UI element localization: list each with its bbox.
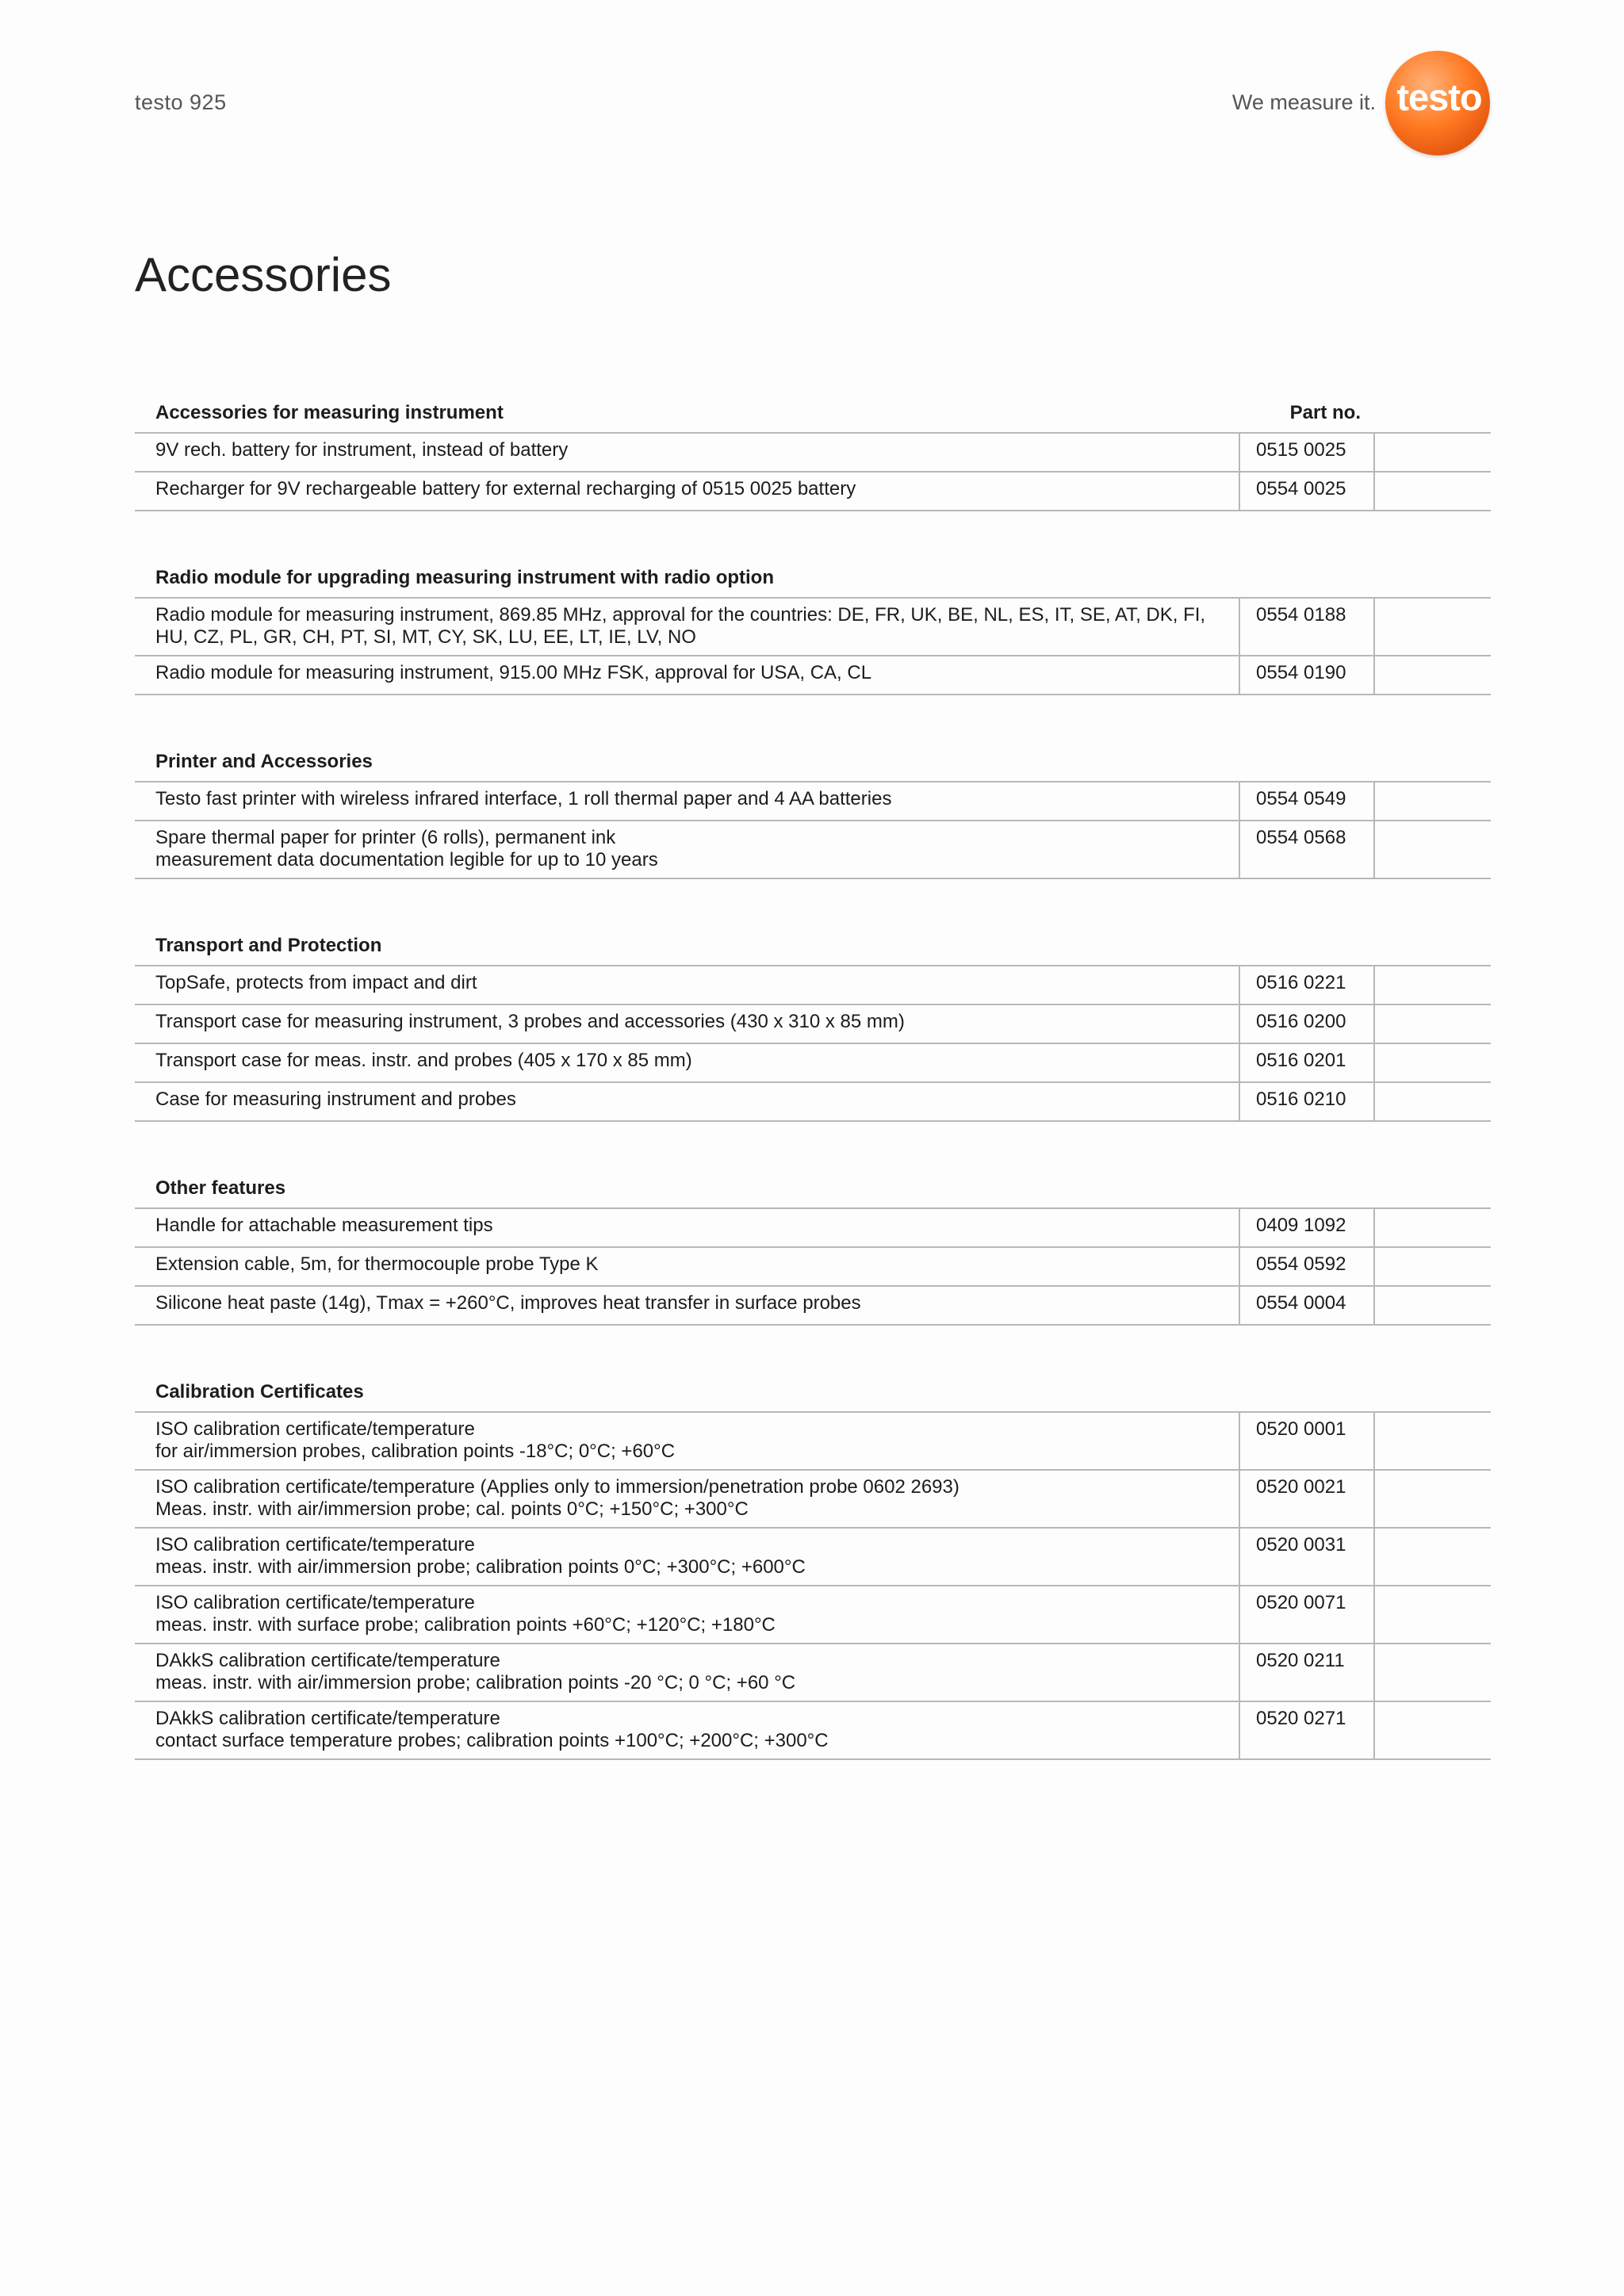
empty-cell (1375, 1044, 1491, 1081)
empty-cell (1375, 1471, 1491, 1527)
empty-cell (1375, 821, 1491, 878)
item-description: Radio module for measuring instrument, 915.00 MHz FSK, approval for USA, CA, CL (155, 662, 872, 683)
table-row (135, 473, 1491, 511)
item-description: DAkkS calibration certificate/temperature meas. instr. with air/immersion probe; calibration points -20 °C; 0 °C; +60 °C (155, 1650, 796, 1693)
part-number: 0554 0188 (1239, 599, 1375, 655)
table-row (135, 1586, 1491, 1644)
part-number: 0554 0025 (1239, 473, 1375, 510)
empty-cell (1375, 1083, 1491, 1120)
section-header (135, 1364, 1491, 1413)
section-header (135, 1160, 1491, 1209)
item-description: Transport case for measuring instrument, 3 probes and accessories (430 x 310 x 85 mm) (155, 1011, 905, 1032)
empty-cell (1375, 1702, 1491, 1758)
section (135, 733, 1491, 879)
item-description: ISO calibration certificate/temperature meas. instr. with surface probe; calibration points +60°C; +120°C; +180°C (155, 1592, 776, 1636)
table-row (135, 966, 1491, 1005)
part-number: 0554 0549 (1239, 783, 1375, 820)
empty-cell (1375, 1287, 1491, 1324)
table-row (135, 783, 1491, 821)
table-row (135, 1471, 1491, 1529)
part-number: 0520 0001 (1239, 1413, 1375, 1469)
section-header (135, 917, 1491, 966)
table-row (135, 1209, 1491, 1248)
item-description: Recharger for 9V rechargeable battery for external recharging of 0515 0025 battery (155, 478, 856, 499)
empty-cell (1375, 1644, 1491, 1701)
item-description: ISO calibration certificate/temperature for air/immersion probes, calibration points -18°C; 0°C; +60°C (155, 1418, 676, 1462)
part-number: 0520 0211 (1239, 1644, 1375, 1701)
section-header (135, 385, 1491, 434)
section-header (135, 549, 1491, 599)
empty-cell (1375, 599, 1491, 655)
section-title: Radio module for upgrading measuring instrument with radio option (155, 567, 774, 588)
part-number: 0516 0200 (1239, 1005, 1375, 1043)
section (135, 549, 1491, 695)
table-row (135, 1529, 1491, 1586)
empty-cell (1375, 434, 1491, 471)
section (135, 385, 1491, 511)
part-number: 0409 1092 (1239, 1209, 1375, 1246)
part-number: 0516 0221 (1239, 966, 1375, 1004)
item-description: ISO calibration certificate/temperature (Applies only to immersion/penetration probe 0602 2693) Meas. instr. with air/immersion probe; cal. points 0°C; +150°C; +300°C (155, 1476, 959, 1520)
section-title: Transport and Protection (155, 935, 382, 956)
page-title: Accessories (135, 248, 392, 302)
item-description: Silicone heat paste (14g), Tmax = +260°C, improves heat transfer in surface probes (155, 1292, 861, 1314)
item-description: Spare thermal paper for printer (6 rolls), permanent ink measurement data documentation legible for up to 10 years (155, 827, 658, 871)
table-row (135, 821, 1491, 879)
section-title: Calibration Certificates (155, 1381, 364, 1402)
section-title: Accessories for measuring instrument (155, 402, 504, 423)
part-number: 0520 0031 (1239, 1529, 1375, 1585)
empty-cell (1375, 473, 1491, 510)
part-no-header: Part no. (1289, 402, 1361, 423)
empty-cell (1375, 1586, 1491, 1643)
table-row (135, 656, 1491, 695)
part-number: 0515 0025 (1239, 434, 1375, 471)
table-row (135, 1044, 1491, 1083)
part-number: 0516 0210 (1239, 1083, 1375, 1120)
table-row (135, 1248, 1491, 1287)
empty-cell (1375, 656, 1491, 694)
item-description: Case for measuring instrument and probes (155, 1089, 516, 1110)
empty-cell (1375, 1413, 1491, 1469)
part-number: 0520 0021 (1239, 1471, 1375, 1527)
empty-cell (1375, 1209, 1491, 1246)
part-number: 0520 0271 (1239, 1702, 1375, 1758)
header-model: testo 925 (135, 90, 227, 114)
item-description: ISO calibration certificate/temperature meas. instr. with air/immersion probe; calibration points 0°C; +300°C; +600°C (155, 1534, 806, 1578)
section-header (135, 733, 1491, 783)
accessories-table (135, 385, 1491, 1760)
item-description: Testo fast printer with wireless infrared interface, 1 roll thermal paper and 4 AA batteries (155, 788, 892, 809)
item-description: Transport case for meas. instr. and probes (405 x 170 x 85 mm) (155, 1050, 692, 1071)
item-description: 9V rech. battery for instrument, instead of battery (155, 439, 569, 461)
table-row (135, 434, 1491, 473)
part-number: 0554 0004 (1239, 1287, 1375, 1324)
item-description: Handle for attachable measurement tips (155, 1215, 493, 1236)
testo-logo-text: testo (1396, 76, 1482, 118)
table-row (135, 1287, 1491, 1326)
part-number: 0554 0190 (1239, 656, 1375, 694)
item-description: TopSafe, protects from impact and dirt (155, 972, 477, 993)
table-row (135, 1005, 1491, 1044)
empty-cell (1375, 783, 1491, 820)
part-number: 0554 0568 (1239, 821, 1375, 878)
tagline: We measure it. (1231, 90, 1376, 114)
section (135, 1160, 1491, 1326)
item-description: DAkkS calibration certificate/temperature contact surface temperature probes; calibration points +100°C; +200°C; +300°C (155, 1708, 829, 1751)
section-title: Other features (155, 1177, 286, 1199)
empty-cell (1375, 966, 1491, 1004)
section (135, 1364, 1491, 1760)
part-number: 0554 0592 (1239, 1248, 1375, 1285)
table-row (135, 1083, 1491, 1122)
empty-cell (1375, 1529, 1491, 1585)
table-row (135, 1644, 1491, 1702)
empty-cell (1375, 1005, 1491, 1043)
table-row (135, 1413, 1491, 1471)
table-row (135, 1702, 1491, 1760)
section-title: Printer and Accessories (155, 751, 373, 772)
section (135, 917, 1491, 1122)
part-number: 0516 0201 (1239, 1044, 1375, 1081)
empty-cell (1375, 1248, 1491, 1285)
item-description: Radio module for measuring instrument, 869.85 MHz, approval for the countries: DE, FR, UK, BE, NL, ES, IT, SE, AT, DK, FI, HU, CZ, PL, GR, CH, PT, SI, MT, CY, SK, LU, EE, LT, IE, LV, NO (155, 604, 1206, 648)
part-number: 0520 0071 (1239, 1586, 1375, 1643)
table-row (135, 599, 1491, 656)
item-description: Extension cable, 5m, for thermocouple probe Type K (155, 1253, 599, 1275)
